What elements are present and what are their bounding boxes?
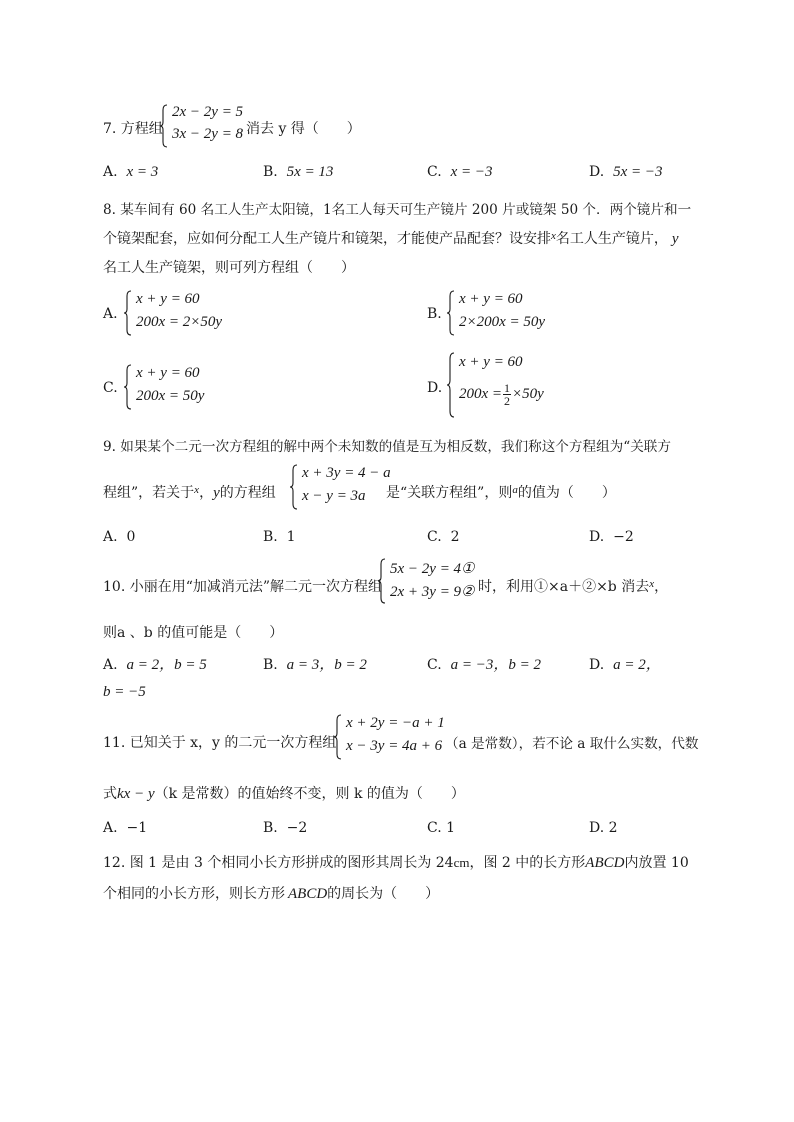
- q9-equation-system: [290, 464, 390, 510]
- q7-eq2: 3x − 2y = 8: [172, 126, 244, 142]
- q7-option-b[interactable]: [263, 164, 333, 181]
- q8-line1: 8. 某车间有 60 名工人生产太阳镜，1名工人每天可生产镜片 200 片或镜架 50 个．两个镜片和一: [103, 202, 692, 218]
- q8-line2a: 个镜架配套，应如何分配工人生产镜片和镜架，才能使产品配套？设安排: [103, 231, 551, 247]
- q8-option-a-label: A.: [103, 306, 118, 322]
- option-label: A.: [103, 529, 118, 545]
- q12-line1a: 12. 图 1 是由 3 个相同小长方形拼成的图形其周长为 24: [103, 855, 454, 871]
- q11-line2: [103, 783, 465, 803]
- q11-option-b[interactable]: [263, 820, 307, 836]
- q10-line2: 则a 、b 的值可能是（ ）: [103, 625, 284, 641]
- q11-expression: kx − y: [117, 786, 155, 802]
- q9-line2d: 的值为（ ）: [517, 485, 616, 501]
- q10-line1c: ，: [654, 579, 669, 595]
- q8-line3: 名工人生产镜架，则可列方程组（ ）: [103, 260, 355, 276]
- q8-d-eq2: [459, 382, 544, 407]
- option-text: a = −3，b = 2: [450, 657, 541, 673]
- q10-line1-end: [478, 576, 668, 596]
- option-label: D.: [589, 164, 605, 180]
- option-label: D.: [589, 529, 605, 545]
- option-text: 5x = −3: [613, 164, 663, 180]
- brace-icon: [334, 714, 342, 760]
- q10-option-b[interactable]: [263, 653, 367, 674]
- option-label: B.: [263, 657, 278, 673]
- q12-line1: [103, 852, 689, 872]
- q10-option-d-continued: b = −5: [103, 684, 146, 700]
- q8-option-c[interactable]: [124, 364, 254, 410]
- q7-option-a[interactable]: [103, 164, 158, 181]
- option-text: −1: [126, 820, 148, 836]
- q12-line1b: ，图 2 中的长方形: [469, 855, 586, 871]
- option-label: A.: [103, 164, 118, 180]
- var-y: y: [671, 231, 679, 247]
- option-text: 5x = 13: [286, 164, 334, 180]
- var-a: a: [512, 484, 518, 496]
- q9-line2-end: [386, 482, 616, 502]
- q10-option-c[interactable]: [427, 653, 541, 674]
- q11-eq2: x − 3y = 4a + 6: [346, 738, 443, 754]
- option-label: C.: [427, 164, 442, 180]
- q8-option-d-label: D.: [427, 380, 443, 396]
- brace-icon: [290, 464, 298, 510]
- q10-eq1: 5x − 2y = 4①: [390, 561, 475, 577]
- brace-icon: [447, 290, 455, 336]
- option-label: B.: [263, 164, 278, 180]
- option-text: 0: [126, 529, 136, 545]
- fraction-numerator: 1: [504, 381, 511, 395]
- brace-icon: [124, 290, 132, 336]
- q10-line1a: 10. 小丽在用“加减消元法”解二元一次方程组: [103, 579, 383, 595]
- option-text: 1: [446, 820, 456, 836]
- q8-a-eq1: x + y = 60: [136, 291, 200, 307]
- q8-a-eq2: 200x = 2×50y: [136, 314, 223, 330]
- q9-option-a[interactable]: [103, 529, 135, 545]
- q9-option-b[interactable]: [263, 529, 296, 545]
- q12-rect-name: ABCD: [585, 855, 625, 871]
- option-text: 1: [286, 529, 296, 545]
- q11-equation-system: [334, 714, 444, 760]
- option-label: C.: [427, 820, 442, 836]
- q8-b-eq2: 2×200x = 50y: [459, 314, 546, 330]
- q11-option-c[interactable]: [427, 820, 455, 836]
- option-label: A.: [103, 820, 118, 836]
- brace-icon: [160, 104, 168, 148]
- option-label: D.: [589, 657, 605, 673]
- option-text: a = 2，b = 5: [126, 657, 207, 673]
- q8-line2: [103, 228, 679, 248]
- fraction: [503, 382, 511, 407]
- q9-line2c: 是“关联方程组”，则: [386, 485, 513, 501]
- option-text: a = 2，: [613, 657, 661, 673]
- q8-option-c-label: C.: [103, 380, 118, 396]
- q8-d-eq2-left: 200x =: [459, 385, 503, 402]
- q12-line2a: 个相同的小长方形，则长方形: [103, 886, 285, 902]
- q12-rect-name-2: ABCD: [288, 886, 328, 902]
- q8-c-eq2: 200x = 50y: [136, 388, 205, 404]
- q8-option-b[interactable]: [447, 290, 577, 336]
- option-label: D.: [589, 820, 605, 836]
- var-x: x: [194, 484, 200, 496]
- option-text: x = 3: [126, 164, 159, 180]
- q9-eq1: x + 3y = 4 − a: [302, 465, 391, 481]
- q11-eq1: x + 2y = −a + 1: [346, 715, 445, 731]
- q12-unit: cm: [453, 855, 470, 870]
- q7-prefix: 7. 方程组: [103, 121, 163, 137]
- option-label: A.: [103, 657, 118, 673]
- q9-line2b: 的方程组: [219, 485, 276, 501]
- q7-option-d[interactable]: [589, 164, 663, 181]
- q12-line2: [103, 883, 439, 903]
- q9-line2-start: [103, 482, 276, 502]
- q8-line2b: 名工人生产镜片，: [555, 231, 668, 247]
- q8-d-eq2-right: ×50y: [512, 385, 544, 402]
- q12-line1c: 内放置 10: [624, 855, 689, 871]
- brace-icon: [447, 352, 455, 418]
- q11-line1b: （a 是常数），若不论 a 取什么实数，代数: [445, 736, 699, 752]
- q8-option-a[interactable]: [124, 290, 254, 336]
- q10-option-a[interactable]: [103, 653, 207, 674]
- var-x: x: [649, 578, 655, 590]
- option-text: −2: [286, 820, 308, 836]
- q11-line2a: 式: [103, 786, 117, 802]
- q9-option-c[interactable]: [427, 529, 460, 545]
- q11-option-d[interactable]: [589, 820, 618, 836]
- brace-icon: [124, 364, 132, 410]
- q9-line2a: 程组”，若关于: [103, 485, 195, 501]
- separator: ，: [199, 485, 214, 501]
- q9-option-d[interactable]: [589, 529, 634, 545]
- q11-line2b: （k 是常数）的值始终不变，则 k 的值为（ ）: [154, 786, 465, 802]
- q9-line1: 9. 如果某个二元一次方程组的解中两个未知数的值是互为相反数，我们称这个方程组为“关联方: [103, 439, 671, 455]
- option-label: C.: [427, 529, 442, 545]
- option-label: C.: [427, 657, 442, 673]
- q11-line1a: 11. 已知关于 x，y 的二元一次方程组: [103, 735, 337, 751]
- option-text: 2: [450, 529, 460, 545]
- q7-option-c[interactable]: [427, 164, 492, 181]
- q12-line2b: 的周长为（ ）: [327, 886, 440, 902]
- q8-option-d[interactable]: [447, 352, 587, 418]
- q10-equation-system: [378, 558, 478, 604]
- q10-line1b: 时，利用①×a＋②×b 消去: [478, 579, 650, 595]
- fraction-denominator: 2: [504, 394, 511, 408]
- q8-c-eq1: x + y = 60: [136, 365, 200, 381]
- var-x: x: [551, 230, 556, 242]
- option-text: −2: [613, 529, 634, 545]
- option-label: B.: [263, 529, 278, 545]
- option-text: 2: [608, 820, 618, 836]
- q10-option-d[interactable]: [589, 653, 661, 674]
- q10-eq2: 2x + 3y = 9②: [390, 584, 475, 600]
- var-y: y: [213, 485, 220, 501]
- q9-eq2: x − y = 3a: [302, 488, 366, 504]
- option-text: a = 3，b = 2: [286, 657, 367, 673]
- q7-suffix: 消去 y 得（ ）: [246, 121, 361, 137]
- q7-equation-system: [160, 104, 260, 148]
- option-text: x = −3: [450, 164, 493, 180]
- brace-icon: [378, 558, 386, 604]
- q8-b-eq1: x + y = 60: [459, 291, 523, 307]
- q8-d-eq1: x + y = 60: [459, 354, 523, 370]
- option-label: B.: [263, 820, 278, 836]
- q11-option-a[interactable]: [103, 820, 147, 836]
- q7-eq1: 2x − 2y = 5: [172, 104, 244, 120]
- q8-option-b-label: B.: [427, 306, 442, 322]
